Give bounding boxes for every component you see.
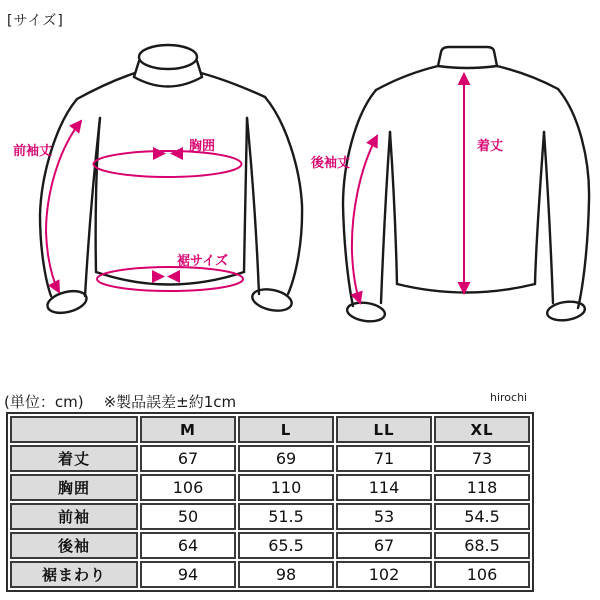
- back-collar: [438, 47, 497, 66]
- front-shoulder-left: [77, 73, 135, 99]
- table-cell: 53: [336, 503, 432, 530]
- front-sleeve-right-outer: [265, 97, 302, 294]
- back-sleeve-left-outer: [343, 90, 376, 306]
- back-hem: [397, 284, 535, 293]
- header-cell-m: M: [140, 416, 236, 443]
- chest-measure-ellipse: [94, 151, 242, 177]
- table-row: [10, 503, 530, 530]
- table-cell: 94: [140, 561, 236, 588]
- row-label: 着丈: [10, 445, 138, 472]
- back-torso-left: [390, 132, 397, 284]
- table-cell: 73: [434, 445, 530, 472]
- back-jacket-outline: [343, 47, 589, 324]
- back-sleeve-label: 後袖丈: [311, 156, 351, 171]
- table-cell: 118: [434, 474, 530, 501]
- front-collar-right: [197, 61, 202, 77]
- table-cell: 98: [238, 561, 334, 588]
- front-sleeve-label: 前袖丈: [13, 144, 53, 159]
- hem-arrow-left-icon: [167, 270, 180, 283]
- unit-note: [4, 391, 236, 412]
- table-cell: 51.5: [238, 503, 334, 530]
- table-row: [10, 532, 530, 559]
- front-collar-bottom: [134, 77, 202, 87]
- back-sleeve-measure-arrow: [352, 136, 377, 303]
- front-collar-top: [139, 45, 197, 69]
- table-cell: 67: [140, 445, 236, 472]
- back-annotations: [352, 74, 464, 303]
- header-blank-cell: [10, 416, 138, 443]
- table-row: [10, 474, 530, 501]
- table-cell: 114: [336, 474, 432, 501]
- body-length-label: 着丈: [477, 139, 504, 154]
- back-sleeve-right-outer: [558, 89, 589, 308]
- front-cuff-left: [45, 287, 89, 316]
- row-label: 前袖: [10, 503, 138, 530]
- back-shoulder-right: [497, 66, 558, 89]
- header-cell-l: L: [238, 416, 334, 443]
- table-cell: 54.5: [434, 503, 530, 530]
- back-torso-right: [535, 132, 544, 284]
- size-table: [6, 412, 534, 592]
- table-cell: 65.5: [238, 532, 334, 559]
- table-cell: 64: [140, 532, 236, 559]
- unit-text: (単位：cm): [4, 393, 84, 411]
- table-header-row: [10, 416, 530, 443]
- back-sleeve-left-inner: [381, 132, 390, 303]
- chest-label: 胸囲: [189, 139, 216, 154]
- table-row: [10, 445, 530, 472]
- back-shoulder-left: [376, 66, 438, 90]
- hem-arrow-right-icon: [152, 270, 165, 283]
- table-cell: 106: [140, 474, 236, 501]
- back-cuff-left: [346, 300, 386, 323]
- front-collar-left: [134, 61, 139, 77]
- table-cell: 67: [336, 532, 432, 559]
- front-torso-right: [244, 118, 247, 272]
- front-hem: [96, 272, 244, 285]
- row-label: 裾まわり: [10, 561, 138, 588]
- table-cell: 71: [336, 445, 432, 472]
- header-cell-ll: LL: [336, 416, 432, 443]
- table-row: [10, 561, 530, 588]
- watermark-text: hirochi: [490, 391, 528, 404]
- table-cell: 68.5: [434, 532, 530, 559]
- back-neckline: [438, 66, 497, 68]
- front-shoulder-right: [201, 73, 265, 97]
- header-cell-xl: XL: [434, 416, 530, 443]
- chest-arrow-left-icon: [170, 147, 183, 160]
- table-cell: 106: [434, 561, 530, 588]
- table-cell: 102: [336, 561, 432, 588]
- table-cell: 110: [238, 474, 334, 501]
- table-cell: 50: [140, 503, 236, 530]
- back-sleeve-right-inner: [544, 132, 553, 303]
- hem-label: 裾サイズ: [177, 254, 228, 269]
- chest-arrow-right-icon: [153, 147, 166, 160]
- table-cell: 69: [238, 445, 334, 472]
- front-sleeve-left-outer: [40, 99, 77, 296]
- row-label: 胸囲: [10, 474, 138, 501]
- front-cuff-right: [250, 286, 293, 314]
- page-title: [サイズ]: [7, 13, 64, 29]
- tolerance-text: ※製品誤差±約1cm: [103, 393, 237, 411]
- front-sleeve-right-inner: [247, 118, 259, 294]
- row-label: 後袖: [10, 532, 138, 559]
